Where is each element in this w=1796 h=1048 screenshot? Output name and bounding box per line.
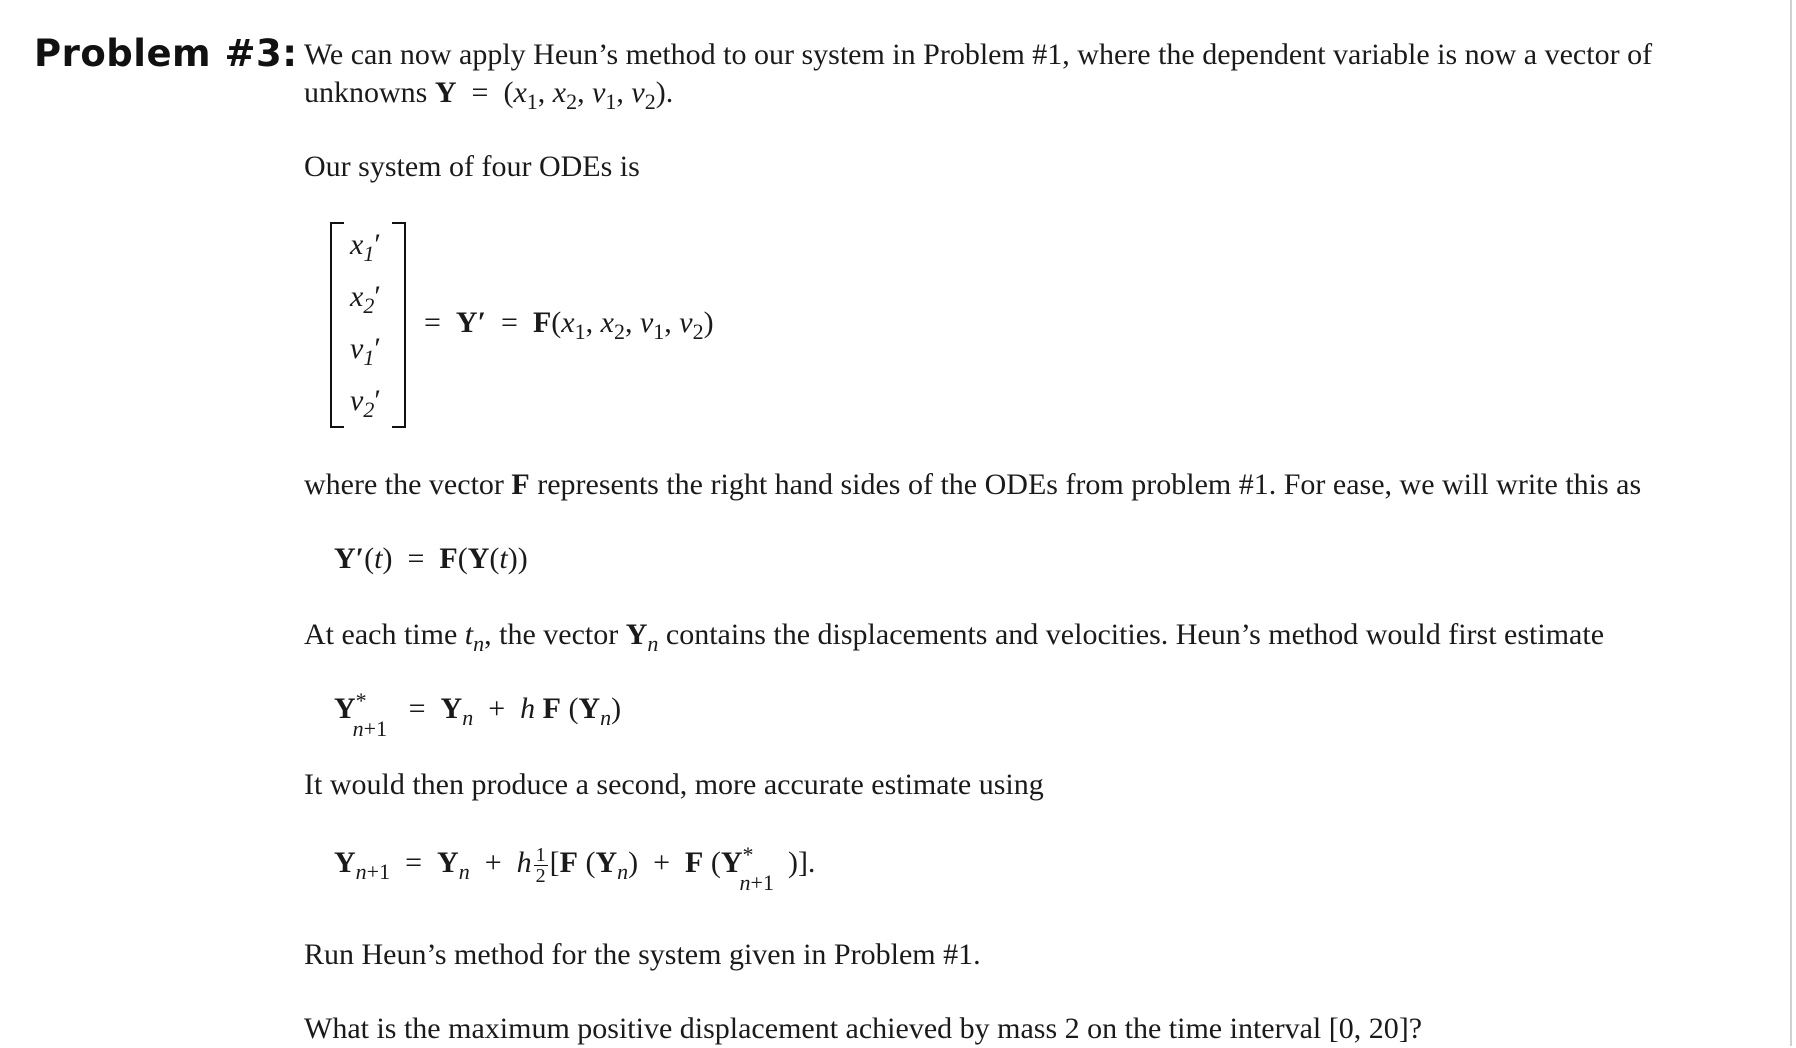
matrix-entry-x1: $x_1'$ (350, 228, 381, 266)
system-intro-text: Our system of four ODEs is (304, 150, 640, 183)
second-estimate-text: It would then produce a second, more accurate estimate using (304, 768, 1044, 801)
matrix-entry-x2: $x_2'$ (350, 280, 381, 318)
system-equation: = $Y' = F(x_1$, $x_2$, $v_1$, $v_2$) (424, 306, 714, 344)
matrix-right-bracket (392, 222, 406, 428)
at-each-time-text: At each time $t_n$, the vector $Y_n$ contains the displacements and velocities. Heun’s method would first estimate (304, 618, 1605, 656)
where-text: where the vector F represents the right hand sides of the ODEs from problem #1. For ease, we will write this as (304, 468, 1642, 501)
question-text: What is the maximum positive displacement achieved by mass 2 on the time interval [0, 20]? (304, 1012, 1423, 1045)
intro-line-2: unknowns $Y = (x_1$, $x_2$, $v_1$, $v_2$). (304, 76, 674, 114)
corrector-equation: $Y_{n+1} = Y_n + h$ $\frac{1}{2}$ [F $(Y_n) + F$ $(Y^*_{n+1})$]. (334, 842, 816, 895)
intro-unknowns-label: unknowns (304, 76, 428, 109)
matrix-entry-v1: $v_1'$ (350, 332, 381, 370)
run-instruction-text: Run Heun’s method for the system given in Problem #1. (304, 938, 981, 971)
derivative-column-vector (330, 222, 406, 426)
matrix-left-bracket (330, 222, 344, 428)
matrix-entry-v2: $v_2'$ (350, 384, 381, 422)
page-right-border (1790, 0, 1792, 1046)
intro-Y-symbol: Y (434, 76, 457, 109)
intro-line-1: We can now apply Heun’s method to our system in Problem #1, where the dependent variable is now a vector of (304, 38, 1653, 71)
predictor-equation: $Y^*_{n+1} = Y_n + h$ F $(Y_n)$ (334, 688, 622, 741)
problem-heading: Problem #3: (34, 32, 298, 75)
compact-ode-equation: Y′(t) = F(Y(t)) (334, 542, 528, 575)
